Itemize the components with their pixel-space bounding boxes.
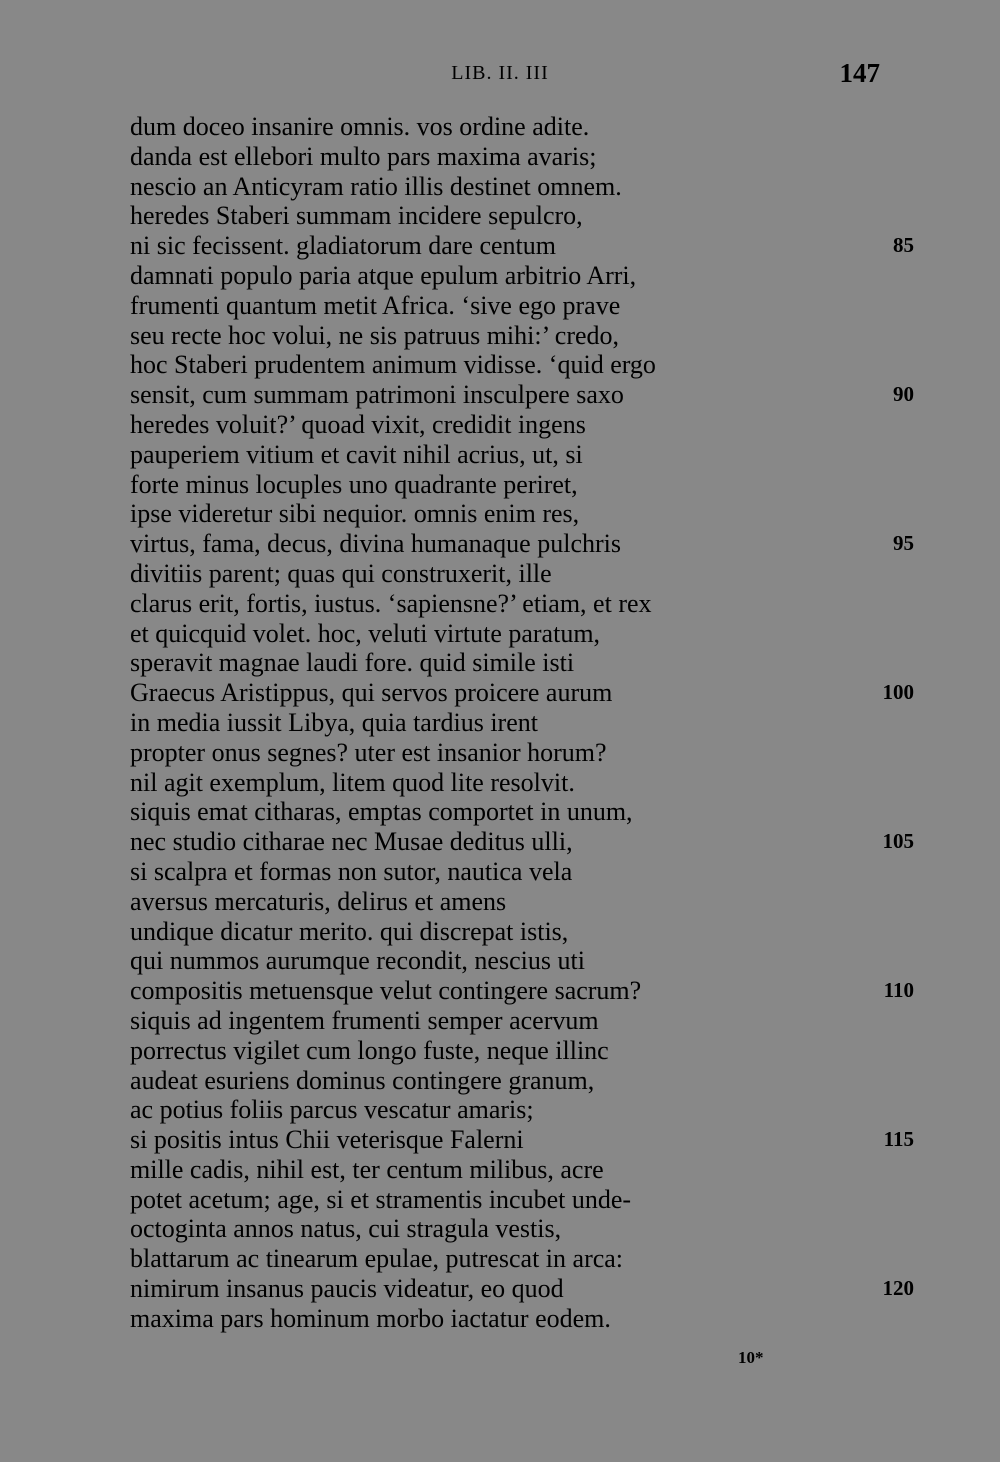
verse-text: forte minus locuples uno quadrante periret, <box>130 469 578 499</box>
verse-text: nil agit exemplum, litem quod lite resolvit. <box>130 767 575 797</box>
verse-text: compositis metuensque velut contingere sacrum? <box>130 976 642 1006</box>
verse-text: octoginta annos natus, cui stragula vestis, <box>130 1214 562 1244</box>
verse-line <box>130 589 930 619</box>
verse-text: aversus mercaturis, delirus et amens <box>130 886 507 916</box>
verse-line <box>130 440 930 470</box>
verse-text: ni sic fecissent. gladiatorum dare centum <box>130 231 556 261</box>
verse-line <box>130 1274 930 1304</box>
verse-text: ac potius foliis parcus vescatur amaris; <box>130 1095 534 1125</box>
verse-text: mille cadis, nihil est, ter centum milibus, acre <box>130 1154 604 1184</box>
verse-text: qui nummos aurumque recondit, nescius uti <box>130 946 585 976</box>
line-number: 110 <box>883 978 914 1003</box>
line-number: 100 <box>882 680 914 705</box>
verse-line <box>130 1214 930 1244</box>
verse-line <box>130 470 930 500</box>
verse-line <box>130 1155 930 1185</box>
verse-text: nec studio citharae nec Musae deditus ulli, <box>130 827 573 857</box>
verse-line <box>130 797 930 827</box>
verse-text: nimirum insanus paucis videatur, eo quod <box>130 1274 564 1304</box>
verse-text: seu recte hoc volui, ne sis patruus mihi:’ credo, <box>130 320 620 350</box>
verse-line <box>130 648 930 678</box>
verse-line <box>130 172 930 202</box>
line-number: 85 <box>893 233 914 258</box>
verse-text: siquis ad ingentem frumenti semper acervum <box>130 1005 599 1035</box>
printer-signature: 10* <box>738 1348 764 1367</box>
verse-text: et quicquid volet. hoc, veluti virtute paratum, <box>130 618 601 648</box>
verse-text: undique dicatur merito. qui discrepat istis, <box>130 916 569 946</box>
verse-line <box>130 1095 930 1125</box>
verse-line <box>130 559 930 589</box>
verse-block <box>130 112 930 1334</box>
verse-text: propter onus segnes? uter est insanior horum? <box>130 737 607 767</box>
verse-line <box>130 1244 930 1274</box>
verse-text: nescio an Anticyram ratio illis destinet omnem. <box>130 171 622 201</box>
page-number: 147 <box>839 58 880 88</box>
verse-line <box>130 1185 930 1215</box>
verse-line <box>130 142 930 172</box>
verse-line <box>130 738 930 768</box>
verse-text: si positis intus Chii veterisque Falerni <box>130 1125 524 1155</box>
verse-line <box>130 1036 930 1066</box>
verse-line <box>130 768 930 798</box>
verse-line <box>130 201 930 231</box>
line-number: 90 <box>893 382 914 407</box>
verse-line <box>130 529 930 559</box>
verse-text: in media iussit Libya, quia tardius irent <box>130 707 538 737</box>
verse-line <box>130 827 930 857</box>
verse-line <box>130 380 930 410</box>
verse-text: audeat esuriens dominus contingere granum, <box>130 1065 595 1095</box>
line-number: 120 <box>882 1276 914 1301</box>
running-header: LIB. II. III <box>451 62 549 84</box>
verse-line <box>130 350 930 380</box>
verse-text: damnati populo paria atque epulum arbitrio Arri, <box>130 260 637 290</box>
line-number: 115 <box>883 1127 914 1152</box>
verse-line <box>130 857 930 887</box>
verse-text: clarus erit, fortis, iustus. ‘sapiensne?’ etiam, et rex <box>130 588 652 618</box>
line-number: 105 <box>882 829 914 854</box>
verse-line <box>130 231 930 261</box>
verse-line <box>130 321 930 351</box>
verse-text: speravit magnae laudi fore. quid simile isti <box>130 648 575 678</box>
verse-text: heredes voluit?’ quoad vixit, credidit ingens <box>130 409 586 439</box>
verse-text: danda est ellebori multo pars maxima avaris; <box>130 141 597 171</box>
verse-text: maxima pars hominum morbo iactatur eodem. <box>130 1303 611 1333</box>
verse-line <box>130 976 930 1006</box>
verse-line <box>130 410 930 440</box>
verse-text: dum doceo insanire omnis. vos ordine adite. <box>130 112 590 141</box>
verse-text: si scalpra et formas non sutor, nautica vela <box>130 856 573 886</box>
verse-text: divitiis parent; quas qui construxerit, ille <box>130 558 552 588</box>
verse-line <box>130 678 930 708</box>
verse-line <box>130 499 930 529</box>
verse-line <box>130 1006 930 1036</box>
verse-text: potet acetum; age, si et stramentis incubet unde- <box>130 1184 632 1214</box>
verse-line <box>130 1125 930 1155</box>
verse-text: hoc Staberi prudentem animum vidisse. ‘quid ergo <box>130 350 656 380</box>
verse-line <box>130 291 930 321</box>
verse-line <box>130 112 930 142</box>
line-number: 95 <box>893 531 914 556</box>
verse-text: ipse videretur sibi nequior. omnis enim res, <box>130 499 580 529</box>
verse-line <box>130 887 930 917</box>
verse-text: heredes Staberi summam incidere sepulcro, <box>130 201 583 231</box>
verse-line <box>130 1304 930 1334</box>
verse-text: porrectus vigilet cum longo fuste, neque illinc <box>130 1035 609 1065</box>
verse-line <box>130 946 930 976</box>
verse-text: blattarum ac tinearum epulae, putrescat in arca: <box>130 1244 624 1274</box>
verse-line <box>130 917 930 947</box>
verse-text: sensit, cum summam patrimoni insculpere saxo <box>130 380 624 410</box>
verse-line <box>130 1066 930 1096</box>
verse-text: siquis emat citharas, emptas comportet in unum, <box>130 797 633 827</box>
verse-text: virtus, fama, decus, divina humanaque pulchris <box>130 529 621 559</box>
verse-text: pauperiem vitium et cavit nihil acrius, ut, si <box>130 439 583 469</box>
verse-line <box>130 619 930 649</box>
verse-line <box>130 261 930 291</box>
verse-text: frumenti quantum metit Africa. ‘sive ego prave <box>130 290 621 320</box>
verse-text: Graecus Aristippus, qui servos proicere aurum <box>130 678 613 708</box>
verse-line <box>130 708 930 738</box>
